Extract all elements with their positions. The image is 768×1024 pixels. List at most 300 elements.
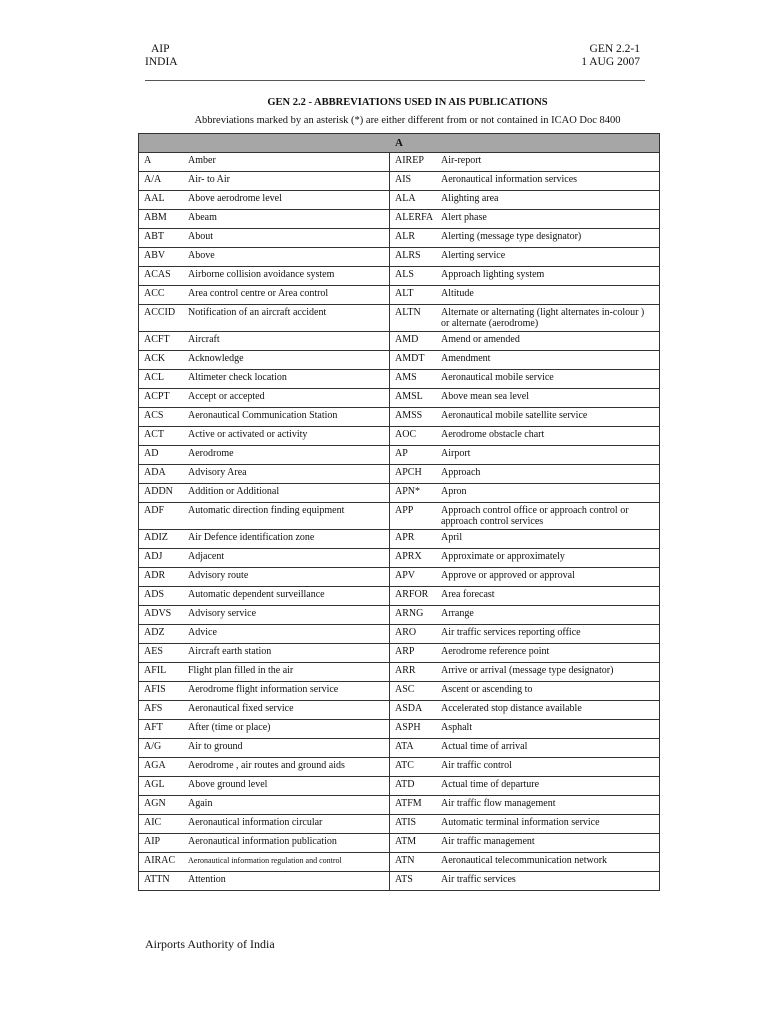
table-row (139, 777, 660, 796)
right-cell (390, 389, 660, 408)
right-cell (390, 172, 660, 191)
abbreviation-meaning: Altitude (441, 288, 474, 299)
abbreviation-meaning: Notification of an aircraft accident (188, 307, 327, 318)
left-cell (139, 606, 390, 625)
abbreviation-entry (139, 408, 389, 423)
right-cell (390, 777, 660, 796)
abbreviation-meaning: Alighting area (441, 193, 499, 204)
table-row (139, 465, 660, 484)
abbreviation-code: AMSL (395, 391, 423, 402)
abbreviation-meaning: Acknowledge (188, 353, 244, 364)
abbreviation-meaning: Flight plan filled in the air (188, 665, 294, 676)
abbreviation-entry (139, 332, 389, 347)
right-cell (390, 758, 660, 777)
abbreviation-meaning: Approach (441, 467, 481, 478)
abbreviation-entry (139, 872, 389, 887)
abbreviation-code: AGL (144, 779, 165, 790)
abbreviation-entry (139, 663, 389, 678)
left-cell (139, 191, 390, 210)
abbreviation-code: AFT (144, 722, 163, 733)
abbreviation-entry (390, 739, 659, 754)
abbreviation-entry (390, 503, 659, 529)
abbreviation-code: ACPT (144, 391, 170, 402)
abbreviation-meaning: Aircraft (188, 334, 220, 345)
abbreviation-meaning: Aerodrome obstacle chart (441, 429, 545, 440)
table-row (139, 267, 660, 286)
abbreviations-table (138, 133, 660, 891)
table-row (139, 286, 660, 305)
abbreviation-entry (390, 465, 659, 480)
abbreviation-entry (139, 739, 389, 754)
left-cell (139, 305, 390, 332)
abbreviation-entry (390, 332, 659, 347)
abbreviation-meaning: Advisory Area (188, 467, 247, 478)
abbreviation-code: AOC (395, 429, 417, 440)
right-cell (390, 267, 660, 286)
left-cell (139, 248, 390, 267)
abbreviation-entry (390, 872, 659, 887)
abbreviation-entry (139, 758, 389, 773)
abbreviation-entry (390, 834, 659, 849)
left-cell (139, 644, 390, 663)
abbreviation-entry (390, 682, 659, 697)
table-row (139, 625, 660, 644)
right-cell (390, 153, 660, 172)
table-row (139, 815, 660, 834)
abbreviation-code: ARFOR (395, 589, 429, 600)
table-row (139, 663, 660, 682)
abbreviation-meaning: Area control centre or Area control (188, 288, 329, 299)
abbreviation-meaning: About (188, 231, 213, 242)
left-cell (139, 720, 390, 739)
abbreviation-meaning: Accept or accepted (188, 391, 265, 402)
table-row (139, 446, 660, 465)
right-cell (390, 606, 660, 625)
abbreviation-entry (390, 663, 659, 678)
right-cell (390, 305, 660, 332)
table-row (139, 484, 660, 503)
abbreviation-code: ARR (395, 665, 416, 676)
abbreviation-code: AMD (395, 334, 419, 345)
abbreviation-entry (390, 389, 659, 404)
abbreviation-entry (390, 172, 659, 187)
abbreviation-code: ADDN (144, 486, 173, 497)
left-cell (139, 351, 390, 370)
abbreviation-meaning: Air- to Air (188, 174, 231, 185)
abbreviation-code: AIC (144, 817, 162, 828)
abbreviation-entry (139, 625, 389, 640)
right-cell (390, 248, 660, 267)
right-cell (390, 427, 660, 446)
abbreviation-code: APN* (395, 486, 421, 497)
table-row (139, 210, 660, 229)
abbreviation-code: ATA (395, 741, 414, 752)
abbreviation-entry (390, 777, 659, 792)
abbreviation-code: ACCID (144, 307, 176, 318)
abbreviation-code: ATC (395, 760, 414, 771)
abbreviation-entry (139, 701, 389, 716)
right-cell (390, 503, 660, 530)
abbreviation-entry (390, 853, 659, 868)
abbreviation-entry (139, 587, 389, 602)
abbreviation-entry (139, 191, 389, 206)
abbreviation-entry (390, 210, 659, 225)
right-cell (390, 834, 660, 853)
right-cell (390, 286, 660, 305)
abbreviation-meaning: Advisory service (188, 608, 257, 619)
left-cell (139, 587, 390, 606)
header-left (145, 43, 178, 69)
abbreviation-meaning: Amend or amended (441, 334, 520, 345)
abbreviation-meaning: Air traffic services (441, 874, 516, 885)
abbreviation-meaning: Aeronautical mobile satellite service (441, 410, 588, 421)
left-cell (139, 549, 390, 568)
abbreviation-code: AMSS (395, 410, 423, 421)
page-title: GEN 2.2 - ABBREVIATIONS USED IN AIS PUBLICATIONS (267, 97, 548, 108)
abbreviation-entry (390, 191, 659, 206)
abbreviation-meaning: Altimeter check location (188, 372, 287, 383)
abbreviation-entry (390, 644, 659, 659)
left-cell (139, 530, 390, 549)
abbreviation-meaning: Air traffic management (441, 836, 535, 847)
abbreviation-code: APR (395, 532, 415, 543)
left-cell (139, 568, 390, 587)
abbreviation-entry (390, 248, 659, 263)
abbreviation-entry (139, 530, 389, 545)
abbreviation-meaning: Aeronautical fixed service (188, 703, 294, 714)
abbreviation-entry (390, 720, 659, 735)
left-cell (139, 503, 390, 530)
abbreviation-code: ACAS (144, 269, 171, 280)
abbreviation-meaning: Airport (441, 448, 471, 459)
abbreviation-meaning: Aeronautical information regulation and control (188, 856, 342, 865)
abbreviation-code: ACFT (144, 334, 170, 345)
abbreviation-entry (390, 758, 659, 773)
left-cell (139, 332, 390, 351)
abbreviation-meaning: April (441, 532, 463, 543)
right-cell (390, 370, 660, 389)
right-cell (390, 351, 660, 370)
abbreviation-meaning: Apron (441, 486, 467, 497)
abbreviation-entry (390, 408, 659, 423)
abbreviation-entry (139, 777, 389, 792)
abbreviation-meaning: Adjacent (188, 551, 225, 562)
abbreviation-meaning: Above ground level (188, 779, 268, 790)
abbreviation-entry (139, 815, 389, 830)
abbreviation-meaning: Automatic dependent surveillance (188, 589, 325, 600)
abbreviation-entry (390, 446, 659, 461)
table-row (139, 568, 660, 587)
table-row (139, 503, 660, 530)
abbreviation-entry (390, 530, 659, 545)
left-cell (139, 153, 390, 172)
header-page-ref: GEN 2.2-1 (589, 43, 640, 55)
table-row (139, 530, 660, 549)
table-row (139, 587, 660, 606)
abbreviation-code: APRX (395, 551, 422, 562)
right-cell (390, 872, 660, 891)
left-cell (139, 172, 390, 191)
left-cell (139, 446, 390, 465)
page-footer: Airports Authority of India (145, 937, 275, 951)
abbreviation-code: ATIS (395, 817, 417, 828)
abbreviation-meaning: Aerodrome (188, 448, 234, 459)
abbreviation-code: AFS (144, 703, 163, 714)
abbreviation-meaning: Aerodrome , air routes and ground aids (188, 760, 345, 771)
table-row (139, 153, 660, 172)
abbreviation-code: ASPH (395, 722, 421, 733)
abbreviation-entry (139, 503, 389, 518)
abbreviation-meaning: Automatic direction finding equipment (188, 505, 345, 516)
abbreviation-code: AES (144, 646, 163, 657)
left-cell (139, 872, 390, 891)
page-subtitle: Abbreviations marked by an asterisk (*) are either different from or not contained in ICAO Doc 8400 (194, 115, 621, 126)
abbreviation-meaning: Above aerodrome level (188, 193, 282, 204)
abbreviation-meaning: Air traffic flow management (441, 798, 556, 809)
left-cell (139, 484, 390, 503)
header-right (581, 43, 640, 69)
table-row (139, 796, 660, 815)
abbreviation-code: AFIS (144, 684, 166, 695)
abbreviation-code: ALRS (395, 250, 421, 261)
right-cell (390, 796, 660, 815)
abbreviation-entry (139, 549, 389, 564)
abbreviation-code: ABV (144, 250, 166, 261)
right-cell (390, 682, 660, 701)
abbreviation-code: APV (395, 570, 416, 581)
abbreviation-code: A (144, 155, 152, 166)
abbreviation-entry (139, 389, 389, 404)
left-cell (139, 408, 390, 427)
abbreviation-entry (390, 305, 659, 331)
abbreviation-entry (139, 172, 389, 187)
right-cell (390, 587, 660, 606)
abbreviation-meaning: Aeronautical mobile service (441, 372, 554, 383)
abbreviation-code: ADVS (144, 608, 172, 619)
right-cell (390, 701, 660, 720)
abbreviation-entry (390, 701, 659, 716)
right-cell (390, 853, 660, 872)
left-cell (139, 267, 390, 286)
abbreviation-meaning: Aeronautical information publication (188, 836, 337, 847)
abbreviation-code: ADF (144, 505, 165, 516)
abbreviation-code: ABM (144, 212, 167, 223)
left-cell (139, 815, 390, 834)
abbreviation-meaning: Automatic terminal information service (441, 817, 600, 828)
abbreviation-entry (390, 351, 659, 366)
right-cell (390, 332, 660, 351)
abbreviation-entry (139, 796, 389, 811)
abbreviation-entry (139, 834, 389, 849)
left-cell (139, 389, 390, 408)
abbreviation-code: ARNG (395, 608, 424, 619)
left-cell (139, 427, 390, 446)
section-letter-row (139, 134, 660, 153)
abbreviation-meaning: Addition or Additional (188, 486, 280, 497)
right-cell (390, 568, 660, 587)
abbreviation-entry (139, 153, 389, 168)
abbreviation-code: AD (144, 448, 159, 459)
abbreviation-meaning: Airborne collision avoidance system (188, 269, 335, 280)
abbreviation-meaning: Alerting service (441, 250, 506, 261)
abbreviation-entry (139, 465, 389, 480)
abbreviation-code: ALT (395, 288, 414, 299)
right-cell (390, 530, 660, 549)
left-cell (139, 663, 390, 682)
abbreviation-meaning: Approximate or approximately (441, 551, 565, 562)
abbreviation-meaning: Amber (188, 155, 216, 166)
abbreviation-entry (139, 248, 389, 263)
table-row (139, 172, 660, 191)
abbreviation-code: ATM (395, 836, 417, 847)
abbreviation-code: A/A (144, 174, 162, 185)
abbreviation-code: ATFM (395, 798, 422, 809)
abbreviation-code: ACC (144, 288, 165, 299)
abbreviation-meaning: Asphalt (441, 722, 473, 733)
table-row (139, 389, 660, 408)
abbreviation-meaning: Approve or approved or approval (441, 570, 575, 581)
section-letter: A (139, 134, 660, 153)
abbreviation-code: APP (395, 505, 414, 516)
right-cell (390, 739, 660, 758)
abbreviation-code: ACS (144, 410, 164, 421)
abbreviation-meaning: Alert phase (441, 212, 487, 223)
abbreviation-meaning: Air traffic services reporting office (441, 627, 581, 638)
table-row (139, 248, 660, 267)
abbreviation-meaning: Air Defence identification zone (188, 532, 315, 543)
abbreviation-code: AMDT (395, 353, 425, 364)
abbreviation-entry (139, 370, 389, 385)
left-cell (139, 465, 390, 484)
right-cell (390, 191, 660, 210)
abbreviation-code: ARP (395, 646, 415, 657)
abbreviation-meaning: Accelerated stop distance available (441, 703, 582, 714)
left-cell (139, 682, 390, 701)
abbreviation-meaning: Aeronautical Communication Station (188, 410, 338, 421)
header-date: 1 AUG 2007 (581, 56, 640, 68)
abbreviation-meaning: Aeronautical telecommunication network (441, 855, 608, 866)
table-row (139, 370, 660, 389)
abbreviation-code: AIS (395, 174, 412, 185)
abbreviation-entry (139, 568, 389, 583)
abbreviation-meaning: Approach control office or approach control or approach control services (441, 505, 629, 527)
abbreviation-entry (139, 286, 389, 301)
abbreviation-entry (139, 210, 389, 225)
table-row (139, 351, 660, 370)
abbreviation-meaning: Air traffic control (441, 760, 512, 771)
abbreviation-entry (390, 267, 659, 282)
abbreviation-meaning: Air-report (441, 155, 482, 166)
abbreviation-entry (139, 446, 389, 461)
abbreviation-entry (390, 153, 659, 168)
abbreviation-entry (390, 370, 659, 385)
abbreviation-entry (139, 351, 389, 366)
abbreviation-code: ALR (395, 231, 415, 242)
abbreviation-entry (139, 644, 389, 659)
abbreviation-meaning: Arrange (441, 608, 474, 619)
abbreviation-entry (139, 682, 389, 697)
abbreviation-meaning: Actual time of departure (441, 779, 540, 790)
table-row (139, 834, 660, 853)
right-cell (390, 446, 660, 465)
abbreviation-code: AAL (144, 193, 165, 204)
abbreviation-code: ADS (144, 589, 165, 600)
abbreviation-code: AFIL (144, 665, 167, 676)
abbreviation-meaning: Approach lighting system (441, 269, 545, 280)
abbreviation-meaning: Abeam (188, 212, 217, 223)
header-india: INDIA (145, 56, 178, 68)
abbreviation-code: ADR (144, 570, 166, 581)
right-cell (390, 465, 660, 484)
abbreviation-entry (139, 229, 389, 244)
abbreviation-code: AIP (144, 836, 161, 847)
abbreviation-code: ADIZ (144, 532, 168, 543)
table-row (139, 682, 660, 701)
abbreviation-meaning: Aeronautical information services (441, 174, 578, 185)
abbreviation-code: ACT (144, 429, 164, 440)
abbreviation-entry (139, 305, 389, 320)
table-row (139, 758, 660, 777)
abbreviation-code: AIREP (395, 155, 424, 166)
abbreviation-code: AGA (144, 760, 166, 771)
right-cell (390, 625, 660, 644)
abbreviation-meaning: Aerodrome reference point (441, 646, 550, 657)
abbreviation-meaning: Aerodrome flight information service (188, 684, 339, 695)
left-cell (139, 796, 390, 815)
table-row (139, 739, 660, 758)
table-row (139, 701, 660, 720)
right-cell (390, 549, 660, 568)
table-row (139, 332, 660, 351)
left-cell (139, 739, 390, 758)
abbreviation-meaning: Active or activated or activity (188, 429, 308, 440)
abbreviation-entry (139, 606, 389, 621)
abbreviation-meaning: After (time or place) (188, 722, 271, 733)
left-cell (139, 834, 390, 853)
abbreviation-code: ATS (395, 874, 413, 885)
abbreviation-meaning: Area forecast (441, 589, 495, 600)
abbreviation-meaning: Alerting (message type designator) (441, 231, 582, 242)
abbreviation-code: ARO (395, 627, 417, 638)
left-cell (139, 370, 390, 389)
abbreviation-entry (139, 427, 389, 442)
table-row (139, 427, 660, 446)
header-divider (145, 80, 645, 81)
abbreviation-entry (139, 720, 389, 735)
abbreviation-entry (139, 267, 389, 282)
abbreviation-code: ACL (144, 372, 164, 383)
right-cell (390, 720, 660, 739)
right-cell (390, 663, 660, 682)
table-row (139, 872, 660, 891)
abbreviation-meaning: Arrive or arrival (message type designator) (441, 665, 614, 676)
abbreviation-code: ATTN (144, 874, 170, 885)
right-cell (390, 210, 660, 229)
abbreviation-code: ALA (395, 193, 416, 204)
abbreviation-meaning: Advice (188, 627, 217, 638)
abbreviation-code: AP (395, 448, 408, 459)
table-row (139, 549, 660, 568)
abbreviation-meaning: Alternate or alternating (light alternates in-colour ) or alternate (aerodrome) (441, 307, 645, 329)
abbreviation-meaning: Air to ground (188, 741, 243, 752)
abbreviation-code: ABT (144, 231, 164, 242)
table-row (139, 606, 660, 625)
abbreviation-entry (390, 427, 659, 442)
abbreviation-code: ALTN (395, 307, 421, 318)
right-cell (390, 484, 660, 503)
abbreviation-code: AMS (395, 372, 417, 383)
abbreviation-entry (390, 286, 659, 301)
